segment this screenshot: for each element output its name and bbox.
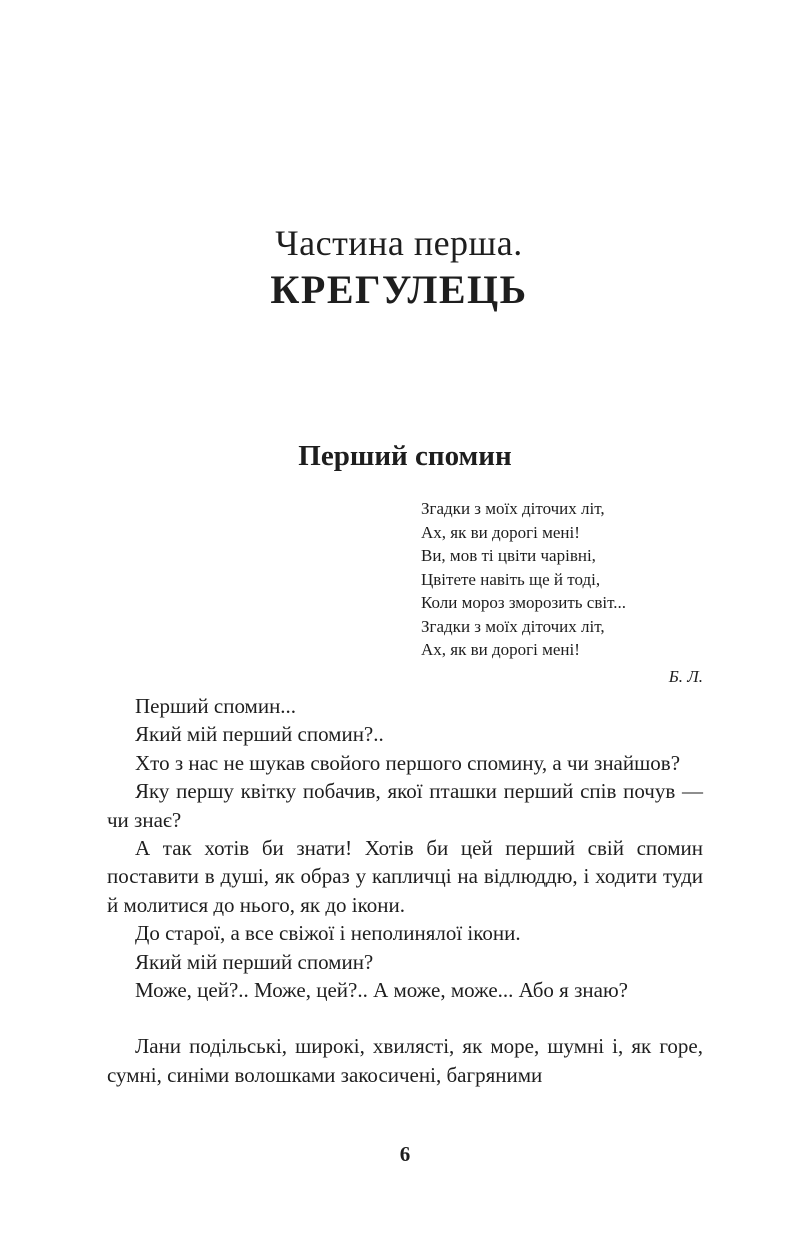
paragraph: А так хотів би знати! Хотів би цей перший свій спомин поставити в душі, як образ у капличці на відлюддю, і ходити туди й молитися до нього, як до ікони.	[107, 836, 703, 917]
epigraph-line: Ах, як ви дорогі мені!	[421, 640, 580, 659]
epigraph-line: Ах, як ви дорогі мені!	[421, 522, 580, 542]
part-title: Частина перша.	[275, 223, 523, 263]
paragraph: Який мій перший спомин?..	[135, 722, 384, 747]
body-text	[107, 692, 703, 1089]
epigraph	[421, 497, 626, 662]
epigraph-line: Цвітете навіть ще й тоді,	[421, 569, 601, 589]
paragraph: Хто з нас не шукав свойого першого спомину, а чи знайшов?	[135, 750, 681, 775]
paragraph: Який мій перший спомин?	[135, 949, 374, 974]
paragraph: Лани подільські, широкі, хвилясті, як море, шумні і, як горе, сумні, синіми волошками закосичені, багряними	[107, 1034, 703, 1087]
paragraph: Яку першу квітку побачив, якої пташки перший спів почув — чи знає?	[107, 779, 703, 832]
page-number: 6	[399, 1142, 411, 1166]
paragraph: До старої, а все свіжої і неполинялої ікони.	[135, 921, 521, 946]
paragraph: Може, цей?.. Може, цей?.. А може, може... Або я знаю?	[135, 978, 628, 1003]
paragraph: Перший спомин...	[135, 694, 297, 718]
part-subtitle: КРЕГУЛЕЦЬ	[270, 267, 528, 312]
epigraph-author: Б. Л.	[668, 667, 703, 686]
epigraph-line: Згадки з моїх діточих літ,	[421, 499, 605, 518]
epigraph-line: Згадки з моїх діточих літ,	[421, 616, 605, 636]
epigraph-line: Коли мороз зморозить світ...	[421, 593, 626, 612]
epigraph-line: Ви, мов ті цвіти чарівні,	[421, 546, 596, 565]
chapter-title: Перший спомин	[298, 440, 512, 472]
